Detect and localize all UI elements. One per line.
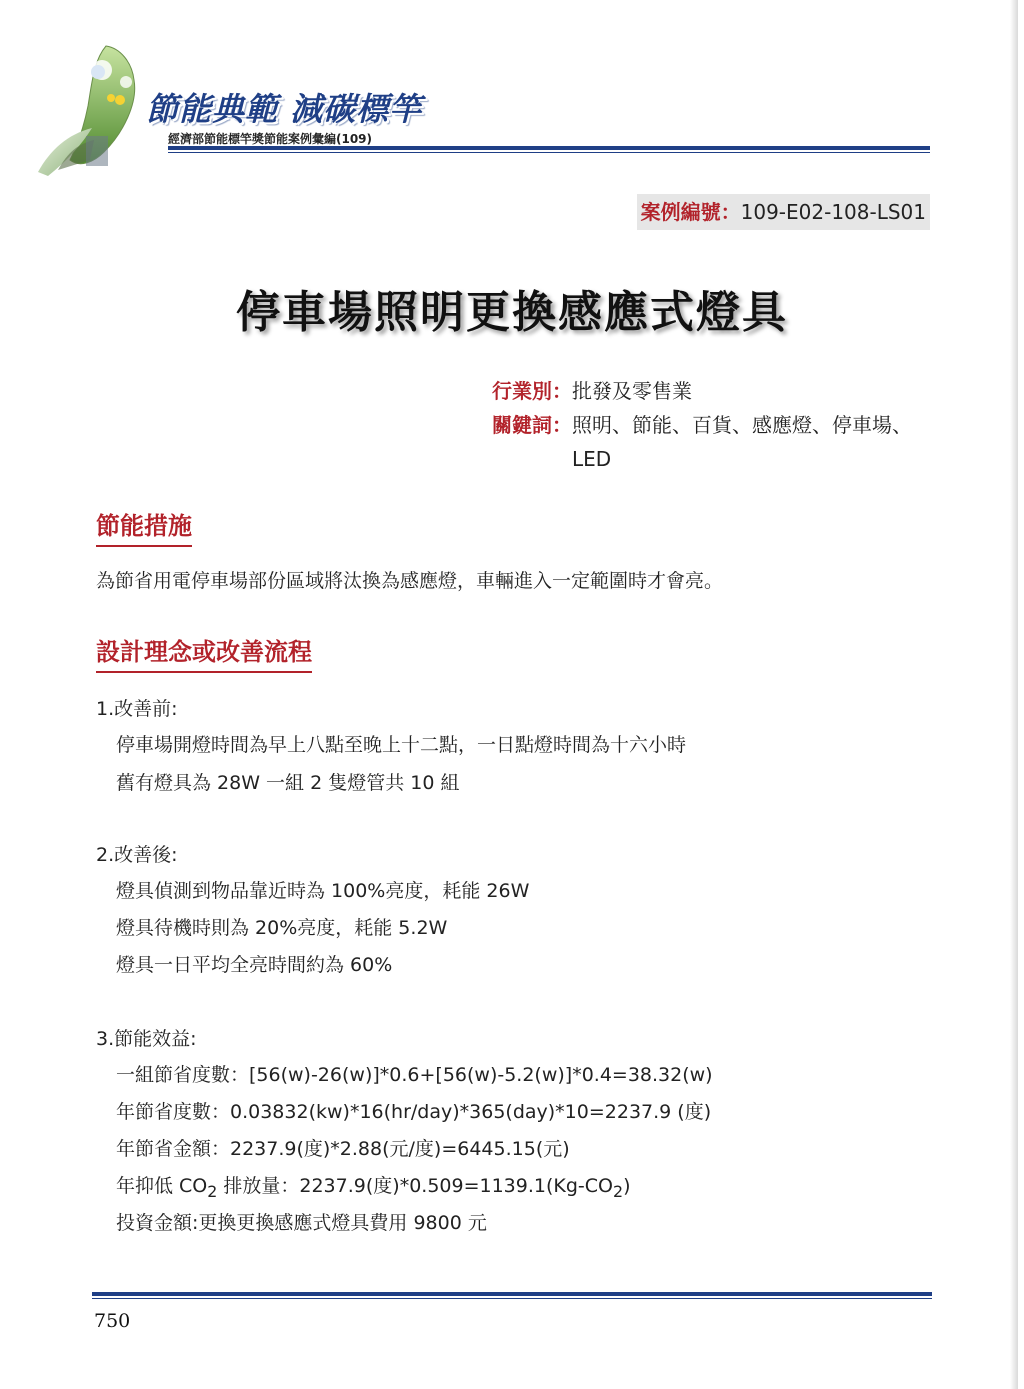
after-line-3: 燈具一日平均全亮時間約為 60% [116, 954, 393, 976]
co2-text-a: 年抑低 CO [116, 1175, 208, 1197]
after-heading: 2.改善後: [96, 844, 178, 866]
benefits-heading: 3.節能效益: [96, 1028, 197, 1050]
page-edge-shadow [1010, 0, 1018, 1389]
co2-text-c: ) [623, 1175, 631, 1197]
after-line-2: 燈具待機時則為 20%亮度，耗能 5.2W [116, 917, 448, 939]
benefits-line-2: 年節省度數：0.03832(kw)*16(hr/day)*365(day)*10=2237.9 (度) [116, 1101, 712, 1123]
industry-row [492, 374, 932, 408]
case-number-box [637, 194, 930, 230]
design-heading: 設計理念或改善流程 [96, 632, 312, 673]
before-line-2: 舊有燈具為 28W 一組 2 隻燈管共 10 組 [116, 772, 460, 794]
measures-text: 為節省用電停車場部份區域將汰換為感應燈，車輛進入一定範圍時才會亮。 [96, 570, 724, 592]
page-number: 750 [94, 1310, 131, 1332]
header-rule [168, 146, 930, 153]
brand-title: 節能典範 減碳標竿 [146, 90, 423, 128]
keywords-label: 關鍵詞： [492, 413, 572, 437]
before-line-1: 停車場開燈時間為早上八點至晚上十二點，一日點燈時間為十六小時 [116, 734, 687, 756]
document-meta [492, 374, 932, 476]
case-number-label: 案例編號： [640, 200, 741, 224]
case-number-value: 109-E02-108-LS01 [740, 200, 926, 224]
benefits-line-5: 投資金額:更換更換感應式燈具費用 9800 元 [116, 1212, 487, 1234]
benefits-line-1: 一組節省度數：[56(w)-26(w)]*0.6+[56(w)-5.2(w)]*0.4=38.32(w) [116, 1064, 713, 1086]
benefits-line-3: 年節省金額：2237.9(度)*2.88(元/度)=6445.15(元) [116, 1138, 570, 1160]
keywords-row [492, 408, 932, 476]
co2-subscript-1: 2 [207, 1181, 218, 1201]
measures-heading: 節能措施 [96, 506, 192, 547]
co2-subscript-2: 2 [613, 1181, 624, 1201]
keywords-value: 照明、節能、百貨、感應燈、停車場、LED [572, 413, 912, 471]
benefits-line-4 [116, 1171, 631, 1201]
document-title: 停車場照明更換感應式燈具 [236, 287, 788, 338]
industry-label: 行業別： [492, 379, 572, 403]
brand-subtitle: 經濟部節能標竿獎節能案例彙編(109) [168, 132, 373, 146]
industry-value: 批發及零售業 [572, 379, 692, 403]
after-line-1: 燈具偵測到物品靠近時為 100%亮度，耗能 26W [116, 880, 530, 902]
footer-rule [92, 1292, 932, 1299]
co2-text-b: 排放量：2237.9(度)*0.509=1139.1(Kg-CO [217, 1175, 613, 1197]
before-heading: 1.改善前: [96, 698, 178, 720]
